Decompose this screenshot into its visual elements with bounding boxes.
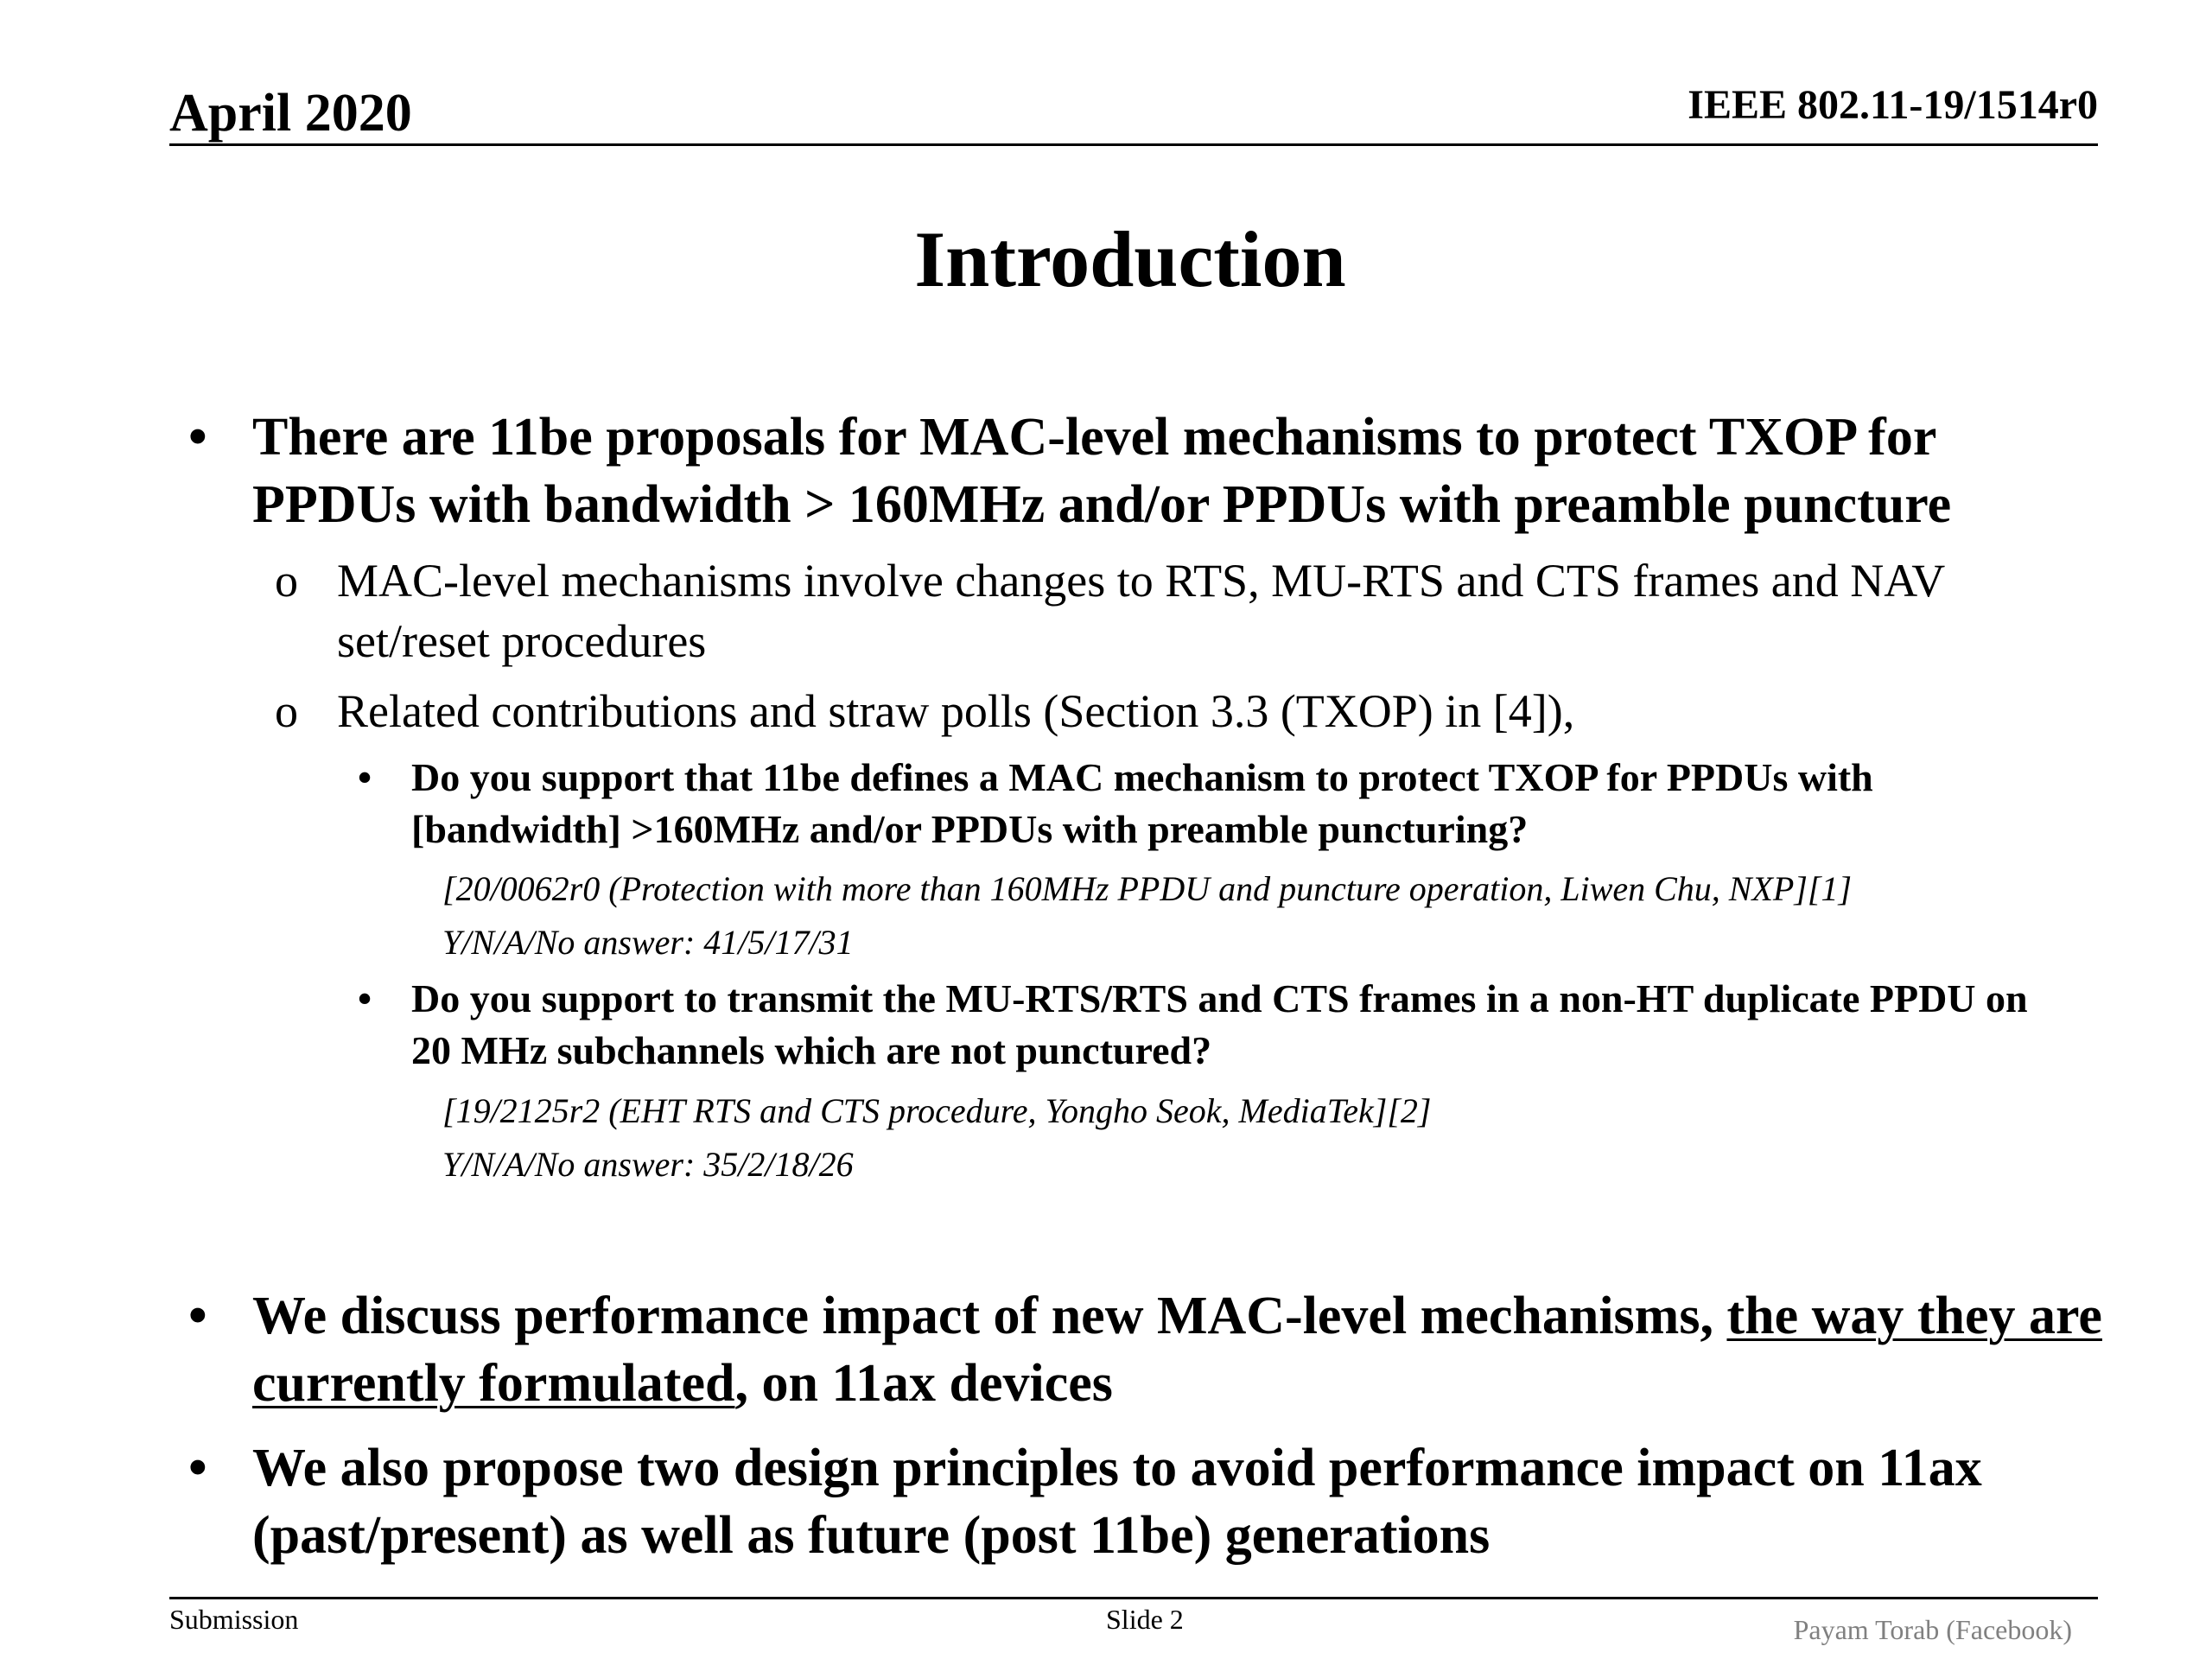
footer-submission: Submission <box>169 1604 299 1635</box>
straw-poll-marker: • <box>358 976 372 1020</box>
bullet-2-text-start: We discuss performance impact of new MAC-level mechanisms, <box>252 1287 1727 1345</box>
bullet-marker: • <box>188 1439 207 1497</box>
bullet-3-text: We also propose two design principles to avoid performance impact on 11ax (past/present) as well as future (post 11be) generations <box>252 1439 1982 1565</box>
bullet-2-text <box>252 1282 2110 1417</box>
straw-poll-marker: • <box>358 755 372 799</box>
sub-bullet-1-text: MAC-level mechanisms involve changes to RTS, MU-RTS and CTS frames and NAV set/reset procedures <box>337 555 1945 667</box>
header-doc-id: IEEE 802.11-19/1514r0 <box>1688 82 2098 128</box>
bullet-marker: • <box>188 408 207 467</box>
bullet-1-text: There are 11be proposals for MAC-level mechanisms to protect TXOP for PPDUs with bandwidth > 160MHz and/or PPDUs with preamble puncture <box>252 408 1952 534</box>
footer-rule <box>169 1597 2098 1599</box>
sub-bullet-2-text: Related contributions and straw polls (Section 3.3 (TXOP) in [4]), <box>337 685 1575 737</box>
straw-poll-2-question: Do you support to transmit the MU-RTS/RTS and CTS frames in a non-HT duplicate PPDU on 20 MHz subchannels which are not punctured? <box>411 976 2028 1072</box>
sub-bullet-marker: o <box>275 555 298 607</box>
footer-slide-number: Slide 2 <box>1106 1604 1184 1635</box>
bullet-2-text-end: , on 11ax devices <box>734 1354 1113 1413</box>
header-date: April 2020 <box>169 84 412 143</box>
straw-poll-1-question: Do you support that 11be defines a MAC mechanism to protect TXOP for PPDUs with [bandwidth] >160MHz and/or PPDUs with preamble puncturing? <box>411 755 1873 851</box>
footer-author: Payam Torab (Facebook) <box>1793 1614 2072 1645</box>
slide-title: Introduction <box>914 215 1346 303</box>
straw-poll-2-result: Y/N/A/No answer: 35/2/18/26 <box>442 1145 854 1184</box>
straw-poll-2-reference: [19/2125r2 (EHT RTS and CTS procedure, Yongho Seok, MediaTek][2] <box>442 1091 1432 1130</box>
sub-bullet-marker: o <box>275 685 298 737</box>
bullet-marker: • <box>188 1287 207 1345</box>
bullet-2-underlined-phrase: the way they are currently formulated <box>252 1287 2102 1413</box>
straw-poll-1-reference: [20/0062r0 (Protection with more than 160MHz PPDU and puncture operation, Liwen Chu, NXP][1] <box>442 869 1853 908</box>
straw-poll-1-result: Y/N/A/No answer: 41/5/17/31 <box>442 923 854 962</box>
header-rule <box>169 143 2098 146</box>
